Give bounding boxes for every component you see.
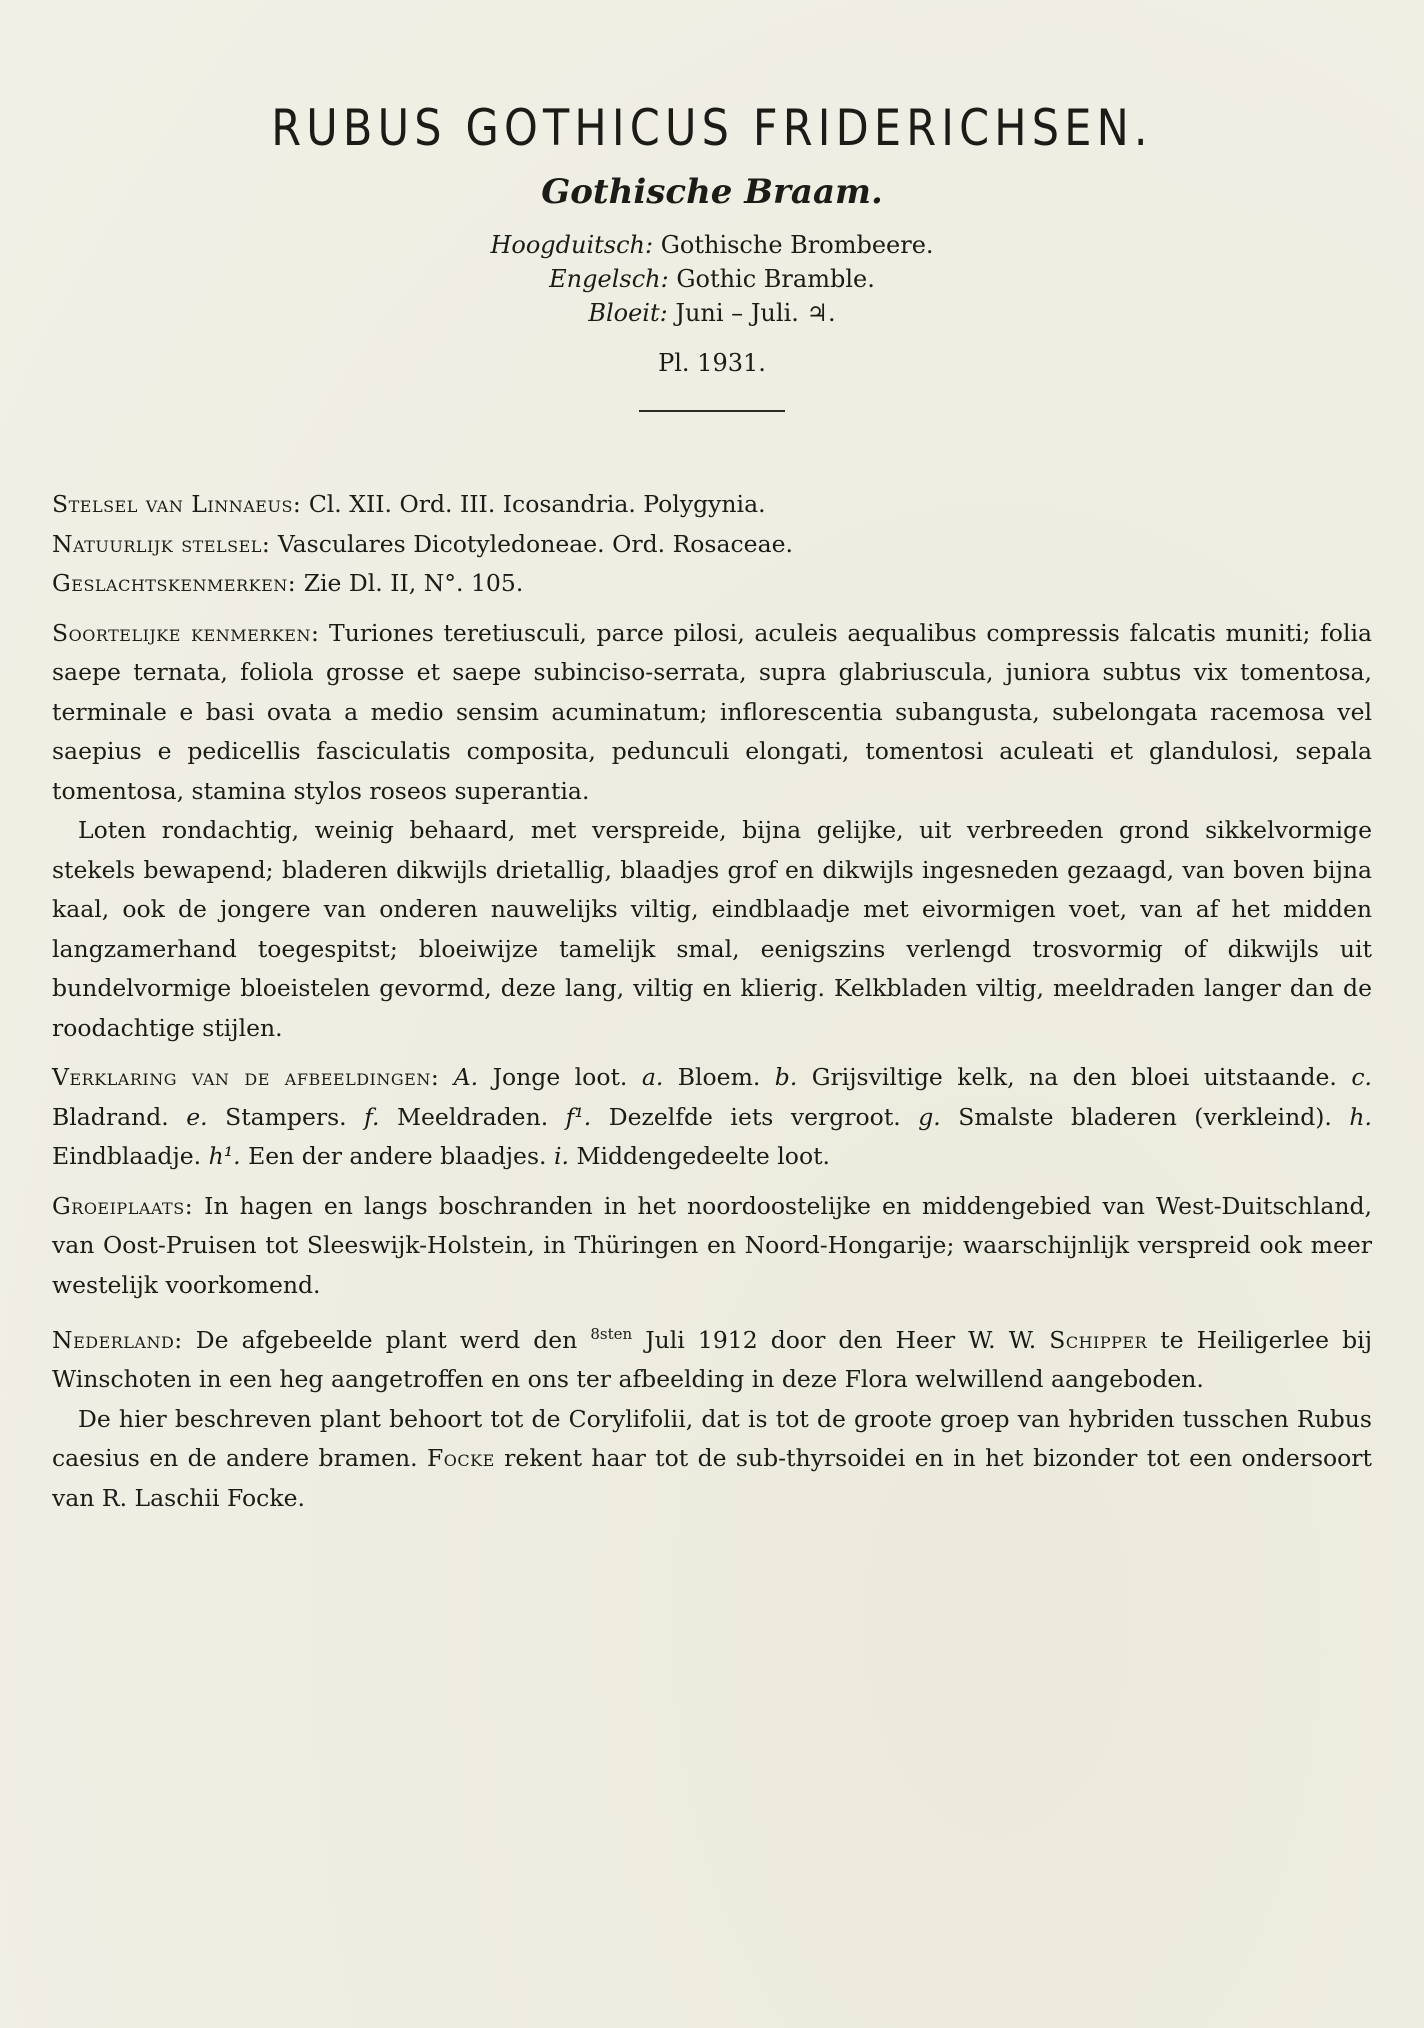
page-subtitle: Gothische Braam. — [541, 172, 883, 212]
fig-b: b. — [774, 1063, 798, 1091]
text-loten: Loten rondachtig, weinig behaard, met verspreide, bijna gelijke, uit verbreeden grond sikkelvormige stekels bewapend; bladeren dikwijls drietallig, blaadjes grof en dikwijls ingesneden gezaagd, van boven bijna kaal, ook de jongere van onderen nauwelijks viltig, eindblaadje met eivormigen voet, van af het midden langzamerhand toegespitst; bloeiwijze tamelijk smal, eenigszins verlengd trosvormig of dikwijls uit bundelvormige bloeistelen gevormd, deze lang, viltig en klierig. Kelkbladen viltig, meeldraden langer dan de roodachtige stijlen. — [52, 816, 1372, 1042]
label-german: Hoogduitsch: — [490, 231, 654, 259]
label-natuurlijk: Natuurlijk stelsel: — [52, 529, 271, 558]
value-flowering: Juni – Juli. ♃. — [675, 299, 836, 327]
document-body — [52, 485, 1372, 1518]
text-groeiplaats: In hagen en langs boschranden in het noordoostelijke en middengebied van West-Duitschland, van Oost-Pruisen tot Sleeswijk-Holstein, in Thüringen en Noord-Hongarije; waarschijnlijk verspreid ook meer westelijk voorkomend. — [52, 1191, 1372, 1299]
text-soort: Turiones teretiusculi, parce pilosi, aculeis aequalibus compressis falcatis muniti; folia saepe ternata, foliola grosse et saepe subinciso-serrata, supra glabriuscula, juniora subtus vix tomentosa, terminale e basi ovata a medio sensim acuminatum; inflorescentia subangusta, subelongata racemosa vel saepius e pedicellis fasciculatis composita, pedunculi elongati, tomentosi aculeati et glandulosi, sepala tomentosa, stamina stylos roseos superantia. — [52, 618, 1372, 805]
label-english: Engelsch: — [549, 265, 669, 293]
fig-e: e. — [186, 1102, 208, 1131]
value-english: Gothic Bramble. — [676, 265, 875, 293]
value-german: Gothische Brombeere. — [660, 231, 934, 259]
text-linnaeus: Cl. XII. Ord. III. Icosandria. Polygynia. — [308, 490, 766, 518]
label-soort: Soortelijke kenmerken: — [52, 618, 320, 647]
divider — [639, 410, 785, 412]
label-geslacht: Geslachtskenmerken: — [52, 569, 297, 597]
fig-A-text: Jonge loot. — [478, 1063, 642, 1091]
label-linnaeus: Stelsel van Linnaeus: — [52, 490, 302, 518]
fig-A: A. — [453, 1063, 479, 1091]
flowering — [0, 296, 1424, 330]
text-nederland-3: te Heiligerlee bij Winschoten in een heg aangetroffen en ons ter afbeelding in deze Flora welwillend aangeboden. — [52, 1325, 1372, 1394]
fig-a: a. — [641, 1063, 664, 1091]
name-english — [0, 262, 1424, 296]
label-nederland: Nederland: — [52, 1325, 183, 1354]
page-title: RUBUS GOTHICUS FRIDERICHSEN. — [271, 99, 1153, 157]
section-soort — [52, 614, 1372, 812]
fig-h: h. — [1349, 1102, 1372, 1131]
section-natuurlijk — [52, 525, 1372, 565]
fig-g: g. — [918, 1102, 941, 1131]
section-nederland — [52, 1315, 1372, 1400]
section-slot — [52, 1400, 1372, 1519]
fig-b-text: Grijsviltige kelk, na den bloei uitstaande. — [797, 1063, 1352, 1091]
section-linnaeus — [52, 485, 1372, 525]
label-flowering: Bloeit: — [588, 299, 668, 327]
section-loten — [52, 811, 1372, 1048]
fig-c-text: Bladrand. — [52, 1102, 187, 1131]
fig-i: i. — [553, 1142, 569, 1170]
fig-h1-text: Een der andere blaadjes. — [240, 1142, 554, 1170]
name-focke: Focke — [427, 1444, 495, 1473]
text-nederland-2: Juli 1912 door den Heer W. W. — [632, 1325, 1050, 1354]
fig-f1-text: Dezelfde iets vergroot. — [591, 1102, 919, 1131]
fig-e-text: Stampers. — [207, 1102, 365, 1131]
fig-i-text: Middengedeelte loot. — [568, 1142, 831, 1170]
fig-g-text: Smalste bladeren (verkleind). — [940, 1102, 1350, 1131]
text-nederland-1: De afgebeelde plant werd den — [195, 1325, 591, 1354]
section-verklaring — [52, 1058, 1372, 1177]
name-schipper: Schipper — [1049, 1325, 1148, 1354]
fig-f1: f¹. — [565, 1102, 592, 1131]
text-geslacht: Zie Dl. II, N°. 105. — [303, 569, 524, 597]
header — [0, 96, 1424, 412]
text-slot-1: De hier beschreven plant behoort tot de Corylifolii, dat is tot de groote groep van hybriden tusschen Rubus caesius en de andere bramen. — [52, 1404, 1372, 1473]
fig-f: f. — [364, 1102, 380, 1131]
text-natuurlijk: Vasculares Dicotyledoneae. Ord. Rosaceae. — [277, 529, 793, 558]
label-groeiplaats: Groeiplaats: — [52, 1191, 194, 1220]
date-superscript: 8sten — [590, 1325, 633, 1343]
section-groeiplaats — [52, 1187, 1372, 1306]
fig-a-text: Bloem. — [663, 1063, 775, 1091]
fig-h1: h¹. — [208, 1142, 241, 1170]
label-verklaring: Verklaring van de afbeeldingen: — [52, 1063, 440, 1091]
name-german — [0, 228, 1424, 262]
fig-h-text: Eindblaadje. — [52, 1142, 209, 1170]
section-geslacht — [52, 564, 1372, 604]
fig-c: c. — [1351, 1063, 1372, 1091]
text-slot-2: rekent haar tot de sub-thyrsoidei en in het bizonder tot een ondersoort van R. Laschii Focke. — [52, 1444, 1372, 1512]
fig-f-text: Meeldraden. — [379, 1102, 566, 1131]
plate-number: Pl. 1931. — [658, 349, 766, 377]
